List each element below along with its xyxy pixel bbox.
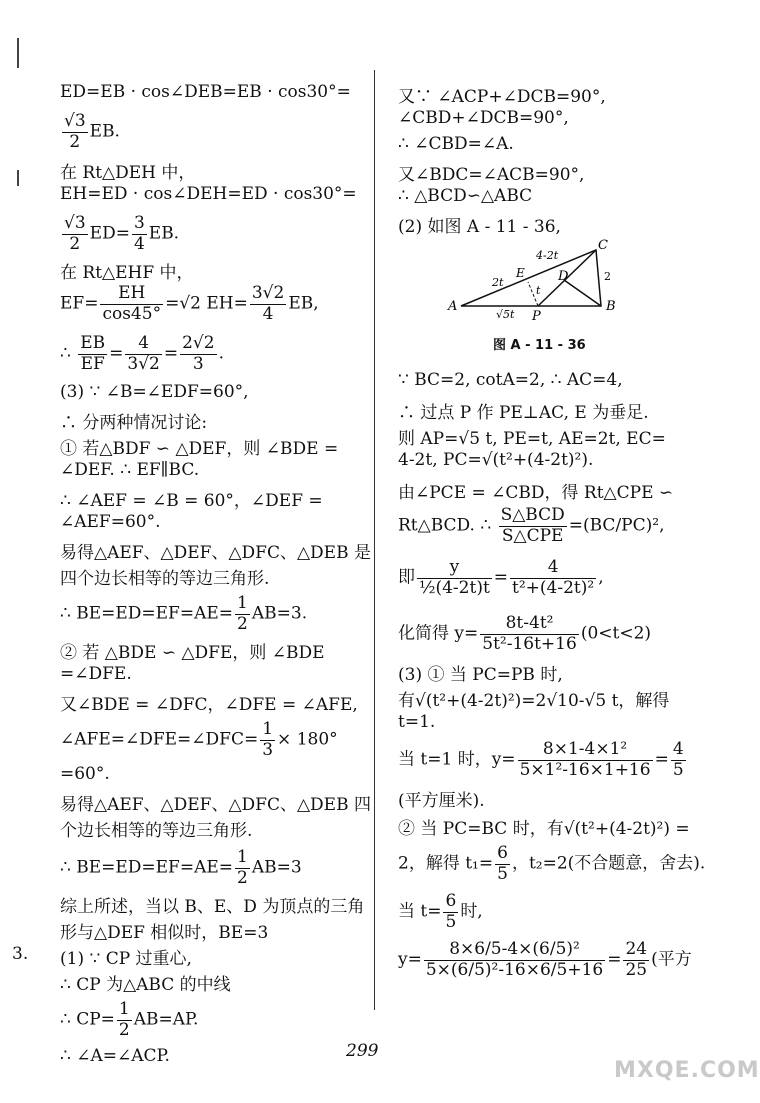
fraction: $\frac{1}{2}$: [118, 999, 130, 1040]
fraction: $\frac{4}{5}$: [672, 739, 684, 780]
margin-mark: [17, 38, 19, 68]
text-line: (2) 如图 A - 11 - 36,: [398, 217, 561, 237]
text-line: ∴ BE=ED=EF=AE= $\frac{1}{2}$ AB=3: [60, 847, 302, 888]
text-line: ∴ 分两种情况讨论:: [60, 413, 208, 433]
label-a: A: [448, 299, 458, 314]
text-line: (平方厘米).: [398, 791, 485, 811]
text-line: ② 若 △BDE ∽ △DFE，则 ∠BDE: [60, 643, 325, 663]
text-line: EH=ED · cos∠DEH=ED · cos30°=: [60, 184, 357, 204]
text-line: 有√(t²+(4-2t)²)=2√10-√5 t，解得: [398, 691, 670, 711]
fraction: $\frac{6}{5}$: [497, 843, 508, 884]
label-4-2t: 4-2t: [536, 249, 559, 262]
fraction: $\frac{4}{\text{t²+(4-2t)²}}$: [512, 557, 595, 598]
fraction: $\frac{√3}{2}$: [64, 111, 86, 152]
text-line: 四个边长相等的等边三角形.: [60, 569, 270, 589]
fraction: $\frac{\text{S△BCD}}{\text{S△CPE}}$: [500, 505, 565, 546]
page-number: 299: [346, 1041, 379, 1061]
text-line: 即 $\frac{y}{\text{½(4-2t)t}}$ = $\frac{4}{\text{t²+(4-2t)²}}$ ,: [398, 557, 604, 598]
fraction: $\frac{2√2}{3}$: [182, 333, 215, 374]
fraction: $\frac{\text{8×1-4×1²}}{\text{5×1²-16×1+16}}$: [519, 739, 651, 780]
text-line: (3) ∵ ∠B=∠EDF=60°,: [60, 382, 249, 402]
fraction: $\frac{24}{25}$: [625, 939, 648, 980]
label-e: E: [516, 266, 525, 280]
text-line: ∠DEF. ∴ EF∥BC.: [60, 460, 200, 480]
text-line: ∴ 过点 P 作 PE⊥AC, E 为垂足.: [398, 403, 649, 423]
text-line: ② 当 PC=BC 时，有√(t²+(4-2t)²) =: [398, 819, 690, 839]
label-2t: 2t: [492, 276, 504, 289]
text-line: ∴ CP 为△ABC 的中线: [60, 975, 231, 995]
label-2: 2: [604, 270, 611, 283]
text-line: 个边长相等的等边三角形.: [60, 821, 253, 841]
text-line: 2，解得 t₁= $\frac{6}{5}$ ，t₂=2(不合题意，舍去).: [398, 843, 706, 884]
text-line: (1) ∵ CP 过重心,: [60, 949, 192, 969]
label-c: C: [598, 238, 608, 253]
triangle-figure: [448, 238, 626, 324]
fraction: $\frac{4}{3√2}$: [127, 333, 160, 374]
fraction: $\frac{EH}{\cos 45^\circ}$: [102, 283, 162, 324]
text-line: 在 Rt△EHF 中，: [60, 263, 194, 283]
text-line: ∴ $\frac{EB}{EF}$ = $\frac{4}{3√2}$ = $\frac{2√2}{3}$ .: [60, 333, 224, 374]
fraction: $\frac{1}{2}$: [237, 847, 248, 888]
fraction: $\frac{1}{2}$: [237, 593, 248, 634]
problem-number: 3.: [12, 944, 29, 964]
fraction: $\frac{3}{4}$: [133, 213, 145, 254]
text-line: t=1.: [398, 712, 436, 732]
text-line: Rt△BCD. ∴ $\frac{\text{S△BCD}}{\text{S△CPE}}$ =(BC/PC)²,: [398, 505, 665, 546]
watermark-text: MXQE.COM: [614, 1058, 760, 1083]
fraction: $\frac{3√2}{4}$: [251, 283, 285, 324]
label-sqrt5t: √5t: [496, 308, 515, 321]
text-line: ∴ BE=ED=EF=AE= $\frac{1}{2}$ AB=3.: [60, 593, 308, 634]
margin-mark: [17, 170, 19, 186]
text-line: ED=EB · cos∠DEB=EB · cos30°=: [60, 82, 351, 102]
text-line: EF= $\frac{EH}{\cos 45^\circ}$ =√2 EH= $\frac{3√2}{4}$ EB,: [60, 283, 319, 324]
fraction: $\frac{6}{5}$: [445, 891, 457, 932]
text-line: ∵ BC=2, cotA=2, ∴ AC=4,: [398, 370, 623, 390]
text-line: ∴ △BCD∽△ABC: [398, 186, 533, 206]
text-line: 综上所述，当以 B、E、D 为顶点的三角: [60, 897, 365, 917]
text-line: (3) ① 当 PC=PB 时,: [398, 665, 563, 685]
text-line: 又∠BDC=∠ACB=90°,: [398, 165, 585, 185]
text-line: 易得△AEF、△DEF、△DFC、△DEB 四: [60, 795, 371, 815]
text-line: =∠DFE.: [60, 664, 132, 684]
text-line: 又∠BDE = ∠DFC，∠DFE = ∠AFE,: [60, 695, 358, 715]
text-line: =60°.: [60, 764, 110, 784]
text-line: $\frac{√3}{2}$ ED= $\frac{3}{4}$ EB.: [64, 213, 180, 254]
text-line: 易得△AEF、△DEF、△DFC、△DEB 是: [60, 543, 371, 563]
text-line: 在 Rt△DEH 中，: [60, 163, 196, 183]
text-line: 当 t=1 时，y= $\frac{\text{8×1-4×1²}}{\text{5×1²-16×1+16}}$ = $\frac{4}{5}$: [398, 739, 684, 780]
label-b: B: [606, 299, 616, 314]
text-line: ∠CBD+∠DCB=90°,: [398, 108, 569, 128]
fraction: $\frac{1}{3}$: [262, 719, 274, 760]
text-line: ∴ ∠CBD=∠A.: [398, 134, 514, 154]
text-line: 当 t= $\frac{6}{5}$ 时,: [398, 891, 483, 932]
fraction: $\frac{EB}{EF}$: [80, 333, 106, 374]
text-line: 化简得 y= $\frac{\text{8t-4t²}}{\text{5t²-16t+16}}$ (0<t<2): [398, 613, 652, 654]
text-line: y= $\frac{\text{8×6/5-4×(6/5)²}}{\text{5×(6/5)²-16×6/5+16}}$ = $\frac{24}{25}$ (平方: [398, 939, 692, 980]
label-p: P: [532, 309, 541, 324]
text-line: 由∠PCE = ∠CBD，得 Rt△CPE ∽: [398, 483, 674, 503]
column-divider: [374, 70, 375, 1010]
text-line: ∠AEF=60°.: [60, 512, 161, 532]
fraction: $\frac{√3}{2}$: [64, 213, 86, 254]
fraction: $\frac{\text{8t-4t²}}{\text{5t²-16t+16}}$: [482, 613, 577, 654]
label-d: D: [558, 269, 569, 284]
text-line: 4-2t, PC=√(t²+(4-2t)²).: [398, 450, 594, 470]
text-line: 形与△DEF 相似时，BE=3: [60, 923, 269, 943]
triangle-abc: [461, 250, 601, 306]
text-line: ∴ ∠A=∠ACP.: [60, 1046, 170, 1066]
figure-caption: 图 A - 11 - 36: [493, 338, 586, 353]
text-line: ∠AFE=∠DFE=∠DFC= $\frac{1}{3}$ × 180°: [60, 719, 338, 760]
segment-bd: [564, 280, 601, 306]
text-line: ① 若△BDF ∽ △DEF，则 ∠BDE =: [60, 439, 339, 459]
label-t: t: [536, 284, 541, 297]
text-line: ∴ ∠AEF = ∠B = 60°，∠DEF =: [60, 491, 323, 511]
fraction: $\frac{\text{8×6/5-4×(6/5)²}}{\text{5×(6/5)²-16×6/5+16}}$: [425, 939, 604, 980]
text-line: 又∵ ∠ACP+∠DCB=90°,: [398, 87, 606, 107]
text-line: 则 AP=√5 t, PE=t, AE=2t, EC=: [398, 429, 666, 449]
fraction: $\frac{y}{\text{½(4-2t)t}}$: [419, 557, 490, 598]
text-line: ∴ CP= $\frac{1}{2}$ AB=AP.: [60, 999, 199, 1040]
text-line: $\frac{√3}{2}$ EB.: [64, 111, 120, 152]
